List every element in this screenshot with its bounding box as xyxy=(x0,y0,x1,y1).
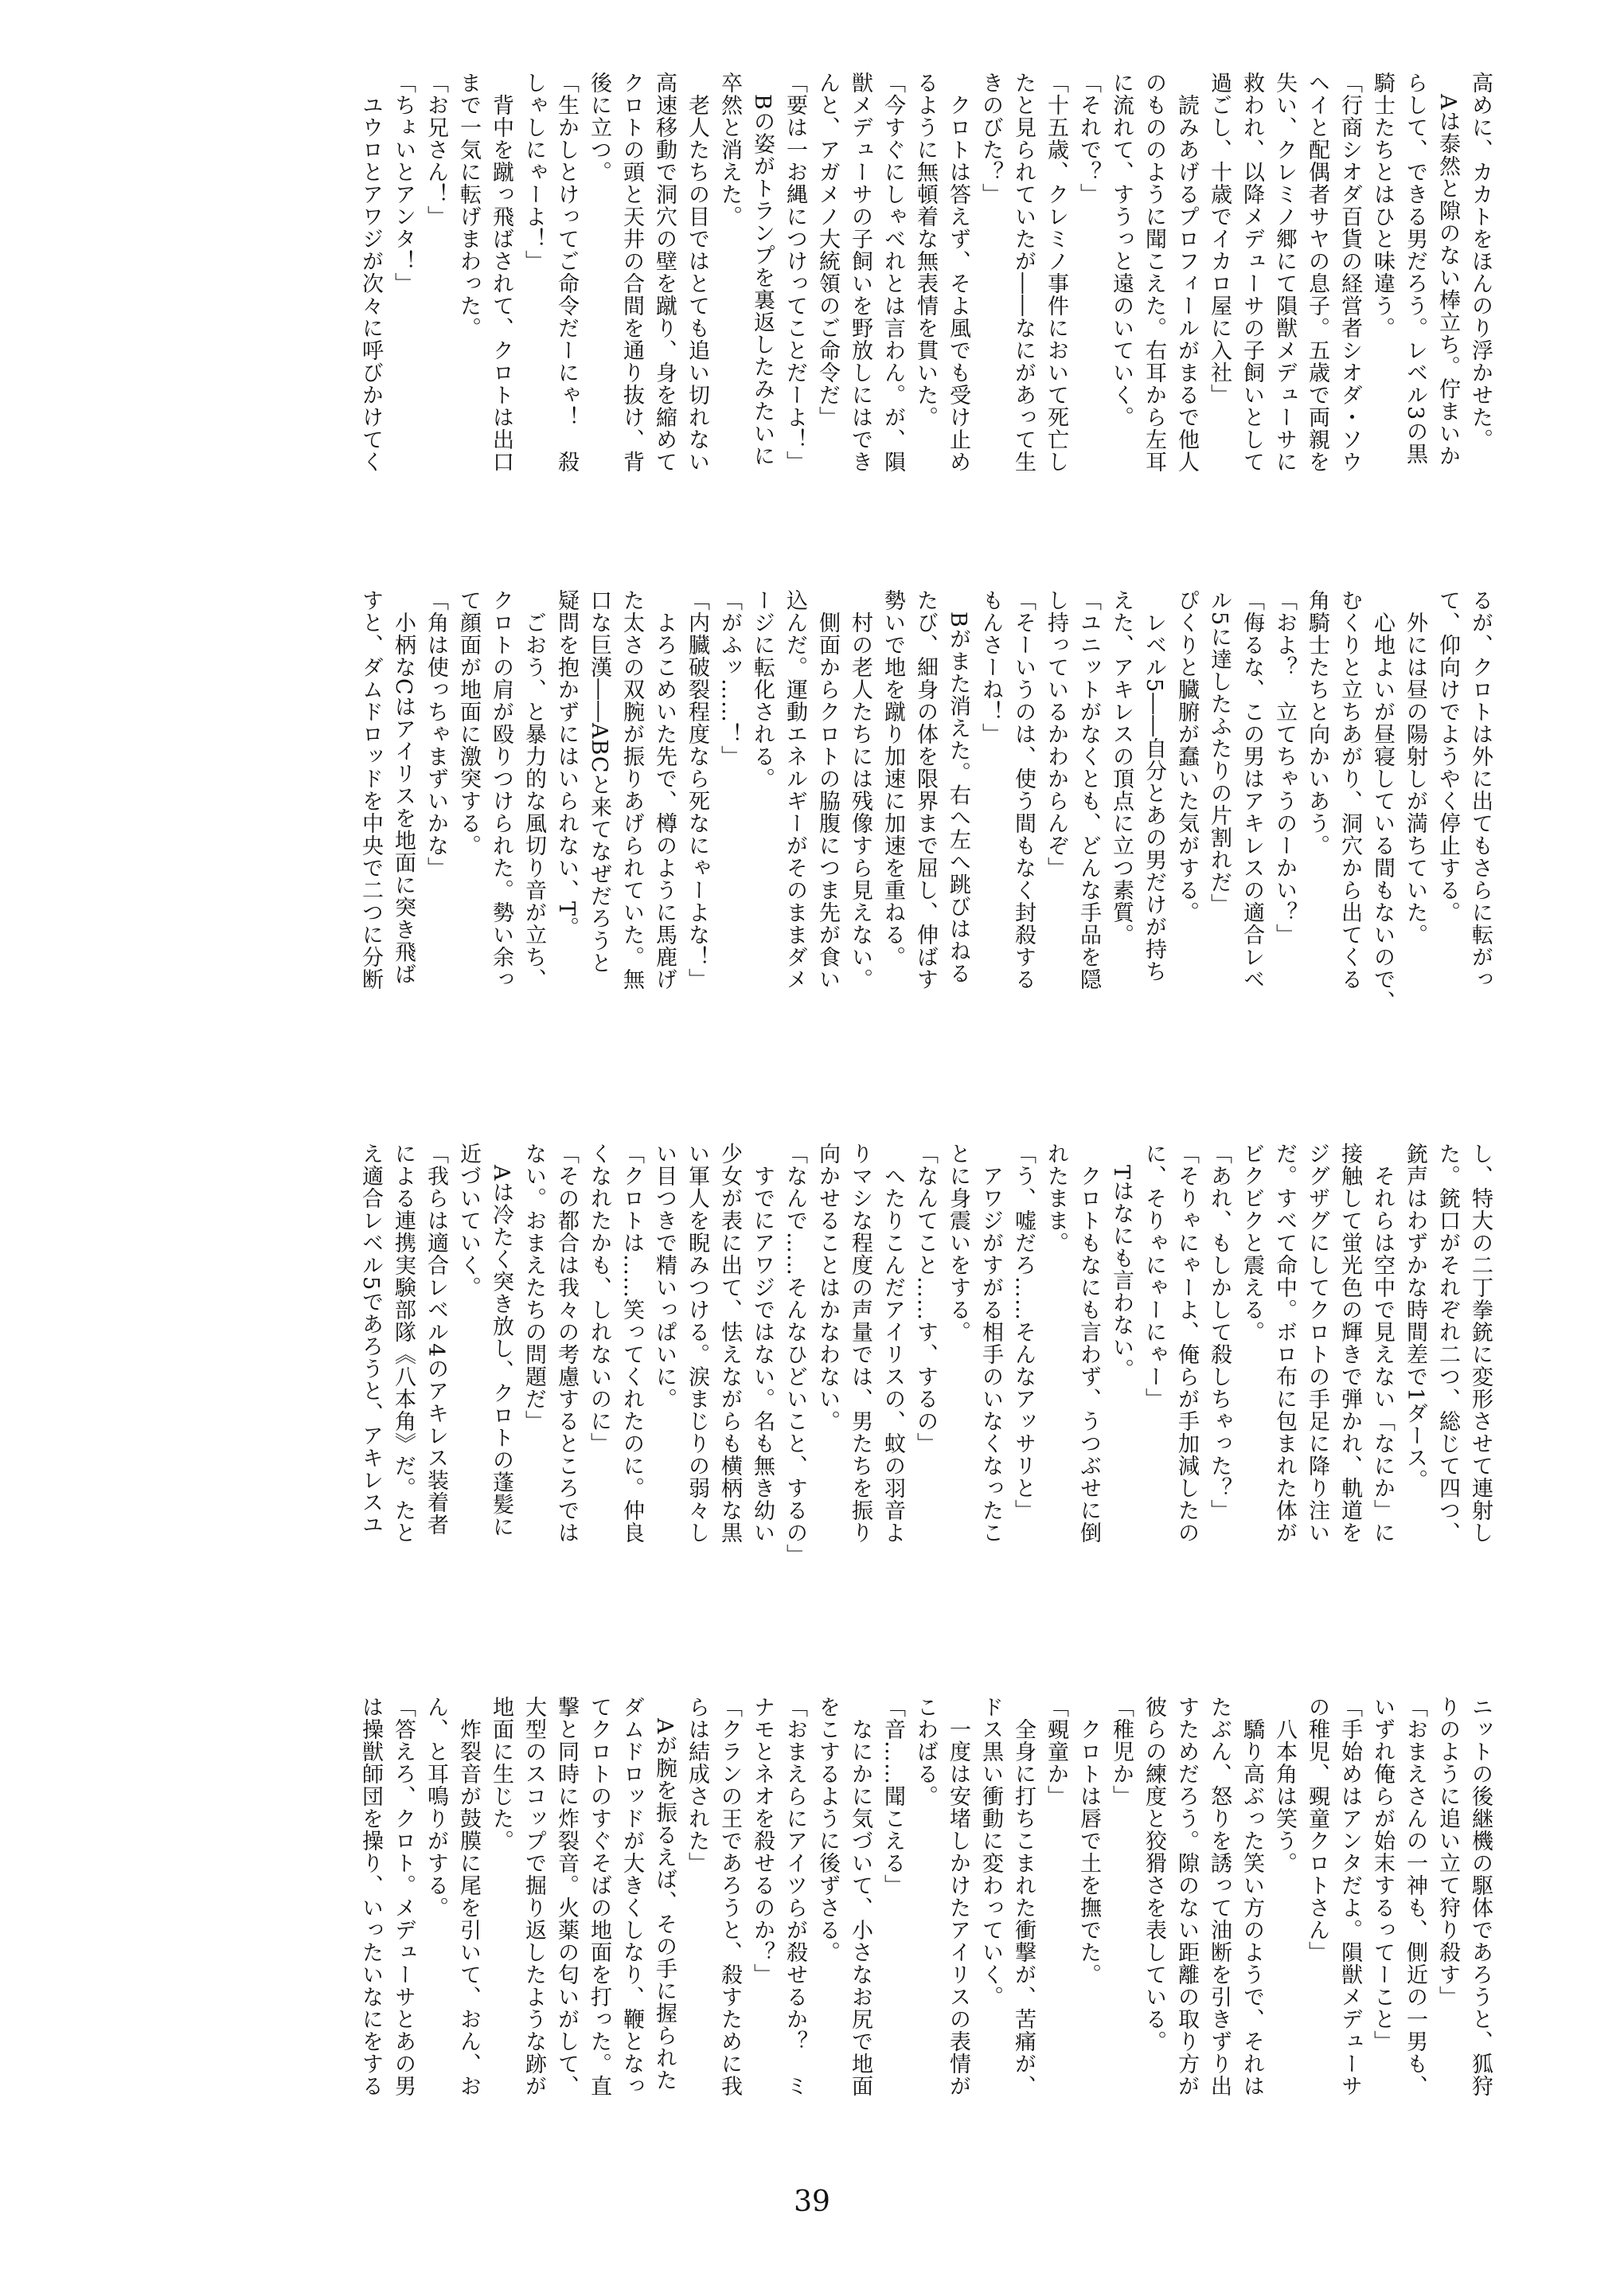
text-line: 老人たちの目ではとても追い切れない xyxy=(685,72,709,473)
text-line: ん、と耳鳴りがする。 xyxy=(424,1696,448,1919)
text-line: らして、できる男だろう。レベル3の黒 xyxy=(1403,72,1427,466)
text-line: ニットの後継機の駆体であろうと、狐狩 xyxy=(1468,1696,1493,2097)
text-line: 「内臓破裂程度なら死なにゃーよな！」 xyxy=(685,589,709,990)
text-line: れたまま。 xyxy=(1044,1143,1068,1254)
text-line: 勢いで地を蹴り加速に加速を重ねる。 xyxy=(880,589,905,968)
text-line: 読みあげるプロフィールがまるで他人 xyxy=(1174,72,1199,473)
text-line: いずれ俺らが始末するってーこと」 xyxy=(1370,1696,1395,2053)
text-line: すでにアワジではない。名も無き幼い xyxy=(750,1143,775,1544)
text-line: 騎士たちとはひと味違う。 xyxy=(1370,72,1395,339)
text-line: だ。すべて命中。ボロ布に包まれた体が xyxy=(1272,1143,1297,1544)
text-line: てクロトのすぐそばの地面を打った。直 xyxy=(587,1696,611,2097)
text-line: 救われ、以降メデューサの子飼いとして xyxy=(1239,72,1264,473)
text-line: ル5に達したふたりの片割れだ」 xyxy=(1207,589,1232,916)
text-line: 「がふッ……！」 xyxy=(717,589,742,768)
text-line: りのように追い立て狩り殺す」 xyxy=(1435,1696,1460,2008)
text-line: 銃声はわずかな時間差で1ダース。 xyxy=(1403,1143,1427,1492)
text-line: こわばる。 xyxy=(913,1696,938,1807)
text-line: 「およ？ 立てちゃうのーかい？」 xyxy=(1272,589,1297,946)
text-line: きのびた？」 xyxy=(978,72,1003,205)
text-line: 後に立つ。 xyxy=(587,72,611,183)
text-tier-4 xyxy=(127,1696,1497,2142)
text-line: ごおう、と暴力的な風切り音が立ち、 xyxy=(521,589,546,990)
text-line: なにかに気づいて、小さなお尻で地面 xyxy=(848,1696,873,2097)
text-line: とに身震いをする。 xyxy=(946,1143,970,1343)
text-line: 向かせることはかなわない。 xyxy=(815,1143,840,1432)
text-line: すと、ダムドロッドを中央で二つに分断 xyxy=(358,589,383,990)
text-line: 「なんてこと……す、するの」 xyxy=(913,1143,938,1455)
text-line: ぴくりと臓腑が蠢いた気がする。 xyxy=(1174,589,1199,924)
text-line: え適合レベル5であろうと、アキレスユ xyxy=(358,1143,383,1537)
text-line: 「角は使っちゃまずいかな」 xyxy=(424,589,448,879)
text-line: 八本角は笑う。 xyxy=(1272,1696,1297,1874)
page-number: 39 xyxy=(794,2186,830,2218)
text-line: 卒然と消えた。 xyxy=(717,72,742,228)
text-line: クロトもなにも言わず、うつぶせに倒 xyxy=(1076,1143,1101,1544)
text-line: しゃしにゃーよ！」 xyxy=(521,72,546,272)
text-line: た太さの双腕が振りあげられていた。無 xyxy=(619,589,644,990)
text-line: 過ごし、十歳でイカロ屋に入社」 xyxy=(1207,72,1232,406)
text-line: 側面からクロトの脇腹につま先が食い xyxy=(815,589,840,990)
text-line: ナモとネオを殺せるのか？」 xyxy=(750,1696,775,1986)
text-line: 近づいていく。 xyxy=(456,1143,481,1299)
text-line: に、そりゃにゃーにゃー」 xyxy=(1142,1143,1166,1410)
text-line: クロトは答えず、そよ風でも受け止め xyxy=(946,72,970,473)
text-line: をこするように後ずさる。 xyxy=(815,1696,840,1963)
text-tier-2 xyxy=(127,589,1497,1115)
text-line: 「要は一お縄につけってことだーよ！」 xyxy=(783,72,807,473)
text-line: 高めに、カカトをほんのり浮かせた。 xyxy=(1468,72,1493,451)
text-line: ージに転化される。 xyxy=(750,589,775,790)
text-line: たと見られていたが――なにがあって生 xyxy=(1011,72,1036,473)
text-line: 「侮るな、この男はアキレスの適合レベ xyxy=(1239,589,1264,990)
text-line: 獣メデューサの子飼いを野放しにはでき xyxy=(848,72,873,473)
text-line: 「その都合は我々の考慮するところでは xyxy=(554,1143,579,1544)
text-line: 「お兄さん！」 xyxy=(424,72,448,228)
text-line: たび、細身の体を限界まで屈し、伸ばす xyxy=(913,589,938,990)
text-line: に流れて、すうっと遠のいていく。 xyxy=(1109,72,1134,428)
text-tier-1 xyxy=(127,72,1497,549)
text-line: 高速移動で洞穴の壁を蹴り、身を縮めて xyxy=(652,72,677,473)
text-line: 驕り高ぶった笑い方のようで、それは xyxy=(1239,1696,1264,2097)
text-line: 「そーいうのは、使う間もなく封殺する xyxy=(1011,589,1036,990)
text-line: 「なんで……そんなひどいこと、するの」 xyxy=(783,1143,807,1566)
text-line: レベル5――自分とあの男だけが持ち xyxy=(1142,589,1166,983)
text-line: クロトの頭と天井の合間を通り抜け、背 xyxy=(619,72,644,473)
text-line: るが、クロトは外に出てもさらに転がっ xyxy=(1468,589,1493,990)
text-line: 口な巨漢――ABCと来てなぜだろうと xyxy=(587,589,611,975)
text-line: 「あれ、もしかして殺しちゃった？」 xyxy=(1207,1143,1232,1522)
text-line: 背中を蹴っ飛ばされて、クロトは出口 xyxy=(489,72,513,473)
text-line: くなれたかも、しれないのに」 xyxy=(587,1143,611,1455)
text-line: て顔面が地面に激突する。 xyxy=(456,589,481,857)
text-line: 「ちょいとアンタ！」 xyxy=(391,72,416,295)
text-line: 大型のスコップで掘り返したような跡が xyxy=(521,1696,546,2097)
text-line: 「十五歳、クレミノ事件において死亡し xyxy=(1044,72,1068,473)
text-line: 村の老人たちには残像すら見えない。 xyxy=(848,589,873,990)
text-line: 「覡童か」 xyxy=(1044,1696,1068,1807)
text-line: Tはなにも言わない。 xyxy=(1109,1143,1134,1381)
text-line: は操獣師団を操り、いったいなにをする xyxy=(358,1696,383,2097)
text-line: クロトの肩が殴りつけられた。勢い余っ xyxy=(489,589,513,990)
text-line: ビクビクと震える。 xyxy=(1239,1143,1264,1343)
text-line: むくりと立ちあがり、洞穴から出てくる xyxy=(1337,589,1362,990)
text-line: 小柄なCはアイリスを地面に突き飛ば xyxy=(391,589,416,986)
text-line: い軍人を睨みつける。涙まじりの弱々し xyxy=(685,1143,709,1544)
text-line: し、特大の二丁拳銃に変形させて連射し xyxy=(1468,1143,1493,1544)
text-line: 「我らは適合レベル4のアキレス装着者 xyxy=(424,1143,448,1537)
text-line: 「そりゃにゃーよ、俺らが手加減したの xyxy=(1174,1143,1199,1544)
text-line: 「ユニットがなくとも、どんな手品を隠 xyxy=(1076,589,1101,990)
text-line: たぶん、怒りを誘って油断を引きずり出 xyxy=(1207,1696,1232,2097)
text-line: 少女が表に出て、怯えながらも横柄な黒 xyxy=(717,1143,742,1544)
text-line: のもののように聞こえた。右耳から左耳 xyxy=(1142,72,1166,473)
text-line: 「手始めはアンタだよ。隕獣メデューサ xyxy=(1337,1696,1362,2097)
text-line: りマシな程度の声量では、男たちを振り xyxy=(848,1143,873,1544)
text-line: 「おまえさんの一神も、側近の一男も、 xyxy=(1403,1696,1427,2097)
text-line: 「う、嘘だろ……そんなアッサリと」 xyxy=(1011,1143,1036,1522)
text-line: 「それで？」 xyxy=(1076,72,1101,205)
text-line: 込んだ。運動エネルギーがそのままダメ xyxy=(783,589,807,990)
text-line: 撃と同時に炸裂音。火薬の匂いがして、 xyxy=(554,1696,579,2097)
text-line: し持っているかわからんぞ」 xyxy=(1044,589,1068,879)
text-line: んと、アガメノ大統領のご命令だ」 xyxy=(815,72,840,428)
text-line: Aは泰然と隙のない棒立ち。佇まいか xyxy=(1435,72,1460,467)
text-line: 地面に生じた。 xyxy=(489,1696,513,1852)
text-line: 全身に打ちこまれた衝撃が、苦痛が、 xyxy=(1011,1696,1036,2097)
text-line: 「クロトは……笑ってくれたのに。仲良 xyxy=(619,1143,644,1544)
text-line: Bの姿がトランプを裏返したみたいに xyxy=(750,72,775,467)
text-line: ジグザグにしてクロトの手足に降り注い xyxy=(1305,1143,1329,1544)
text-line: ダムドロッドが大きくしなり、鞭となっ xyxy=(619,1696,644,2097)
text-line: クロトは唇で土を撫でた。 xyxy=(1076,1696,1101,1986)
text-line: Aは冷たく突き放し、クロトの蓬髪に xyxy=(489,1143,513,1538)
text-line: ない。おまえたちの問題だ」 xyxy=(521,1143,546,1432)
text-line: 「稚児か」 xyxy=(1109,1696,1134,1807)
text-line: まで一気に転げまわった。 xyxy=(456,72,481,339)
text-line: 彼らの練度と狡猾さを表している。 xyxy=(1142,1696,1166,2053)
text-line: すためだろう。隙のない距離の取り方が xyxy=(1174,1696,1199,2097)
text-line: 「行商シオダ百貨の経営者シオダ・ソウ xyxy=(1337,72,1362,473)
text-line: ユウロとアワジが次々に呼びかけてく xyxy=(358,72,383,473)
text-line: 「生かしとけってご命令だーにゃ！ 殺 xyxy=(554,72,579,473)
text-line: らは結成された」 xyxy=(685,1696,709,1874)
text-line: による連携実験部隊《八本角》だ。たと xyxy=(391,1143,416,1544)
text-line: 失い、クレミノ郷にて隕獣メデューサに xyxy=(1272,72,1297,473)
text-line: 疑問を抱かずにはいられない、T。 xyxy=(554,589,579,939)
text-line: へたりこんだアイリスの、蚊の羽音よ xyxy=(880,1143,905,1544)
text-tier-3 xyxy=(127,1143,1497,1652)
text-line: た。銃口がそれぞれ二つ、総じて四つ、 xyxy=(1435,1143,1460,1544)
text-line: それらは空中で見えない「なにか」に xyxy=(1370,1143,1395,1544)
text-line: えた、アキレスの頂点に立つ素質。 xyxy=(1109,589,1134,946)
text-line: の稚児、覡童クロトさん」 xyxy=(1305,1696,1329,1963)
text-line: 炸裂音が鼓膜に尾を引いて、おん、お xyxy=(456,1696,481,2097)
text-line: 心地よいが昼寝している間もないので、 xyxy=(1370,589,1395,1013)
text-line: Aが腕を振るえば、その手に握られた xyxy=(652,1696,677,2092)
text-line: 「クランの王であろうと、殺すために我 xyxy=(717,1696,742,2097)
text-line: 一度は安堵しかけたアイリスの表情が xyxy=(946,1696,970,2097)
text-line: い目つきで精いっぱいに。 xyxy=(652,1143,677,1410)
text-line: 「答えろ、クロト。メデューサとあの男 xyxy=(391,1696,416,2097)
text-line: ヘイと配偶者サヤの息子。五歳で両親を xyxy=(1305,72,1329,473)
text-line: よろこめいた先で、樽のように馬鹿げ xyxy=(652,589,677,990)
text-line: 角騎士たちと向かいあう。 xyxy=(1305,589,1329,857)
text-line: ドス黒い衝動に変わっていく。 xyxy=(978,1696,1003,2008)
text-line: アワジがすがる相手のいなくなったこ xyxy=(978,1143,1003,1544)
text-line: 「音……聞こえる」 xyxy=(880,1696,905,1897)
text-line: るように無頓着な無表情を貫いた。 xyxy=(913,72,938,428)
text-line: て、仰向けでようやく停止する。 xyxy=(1435,589,1460,924)
text-line: もんさーね！」 xyxy=(978,589,1003,745)
text-line: 「今すぐにしゃべれとは言わん。が、隕 xyxy=(880,72,905,473)
text-line: 接触して蛍光色の輝きで弾かれ、軌道を xyxy=(1337,1143,1362,1544)
text-line: 外には昼の陽射しが満ちていた。 xyxy=(1403,589,1427,946)
text-line: Bがまた消えた。右へ左へ跳びはねる xyxy=(946,589,970,985)
text-line: 「おまえらにアイツらが殺せるか？ ミ xyxy=(783,1696,807,2097)
